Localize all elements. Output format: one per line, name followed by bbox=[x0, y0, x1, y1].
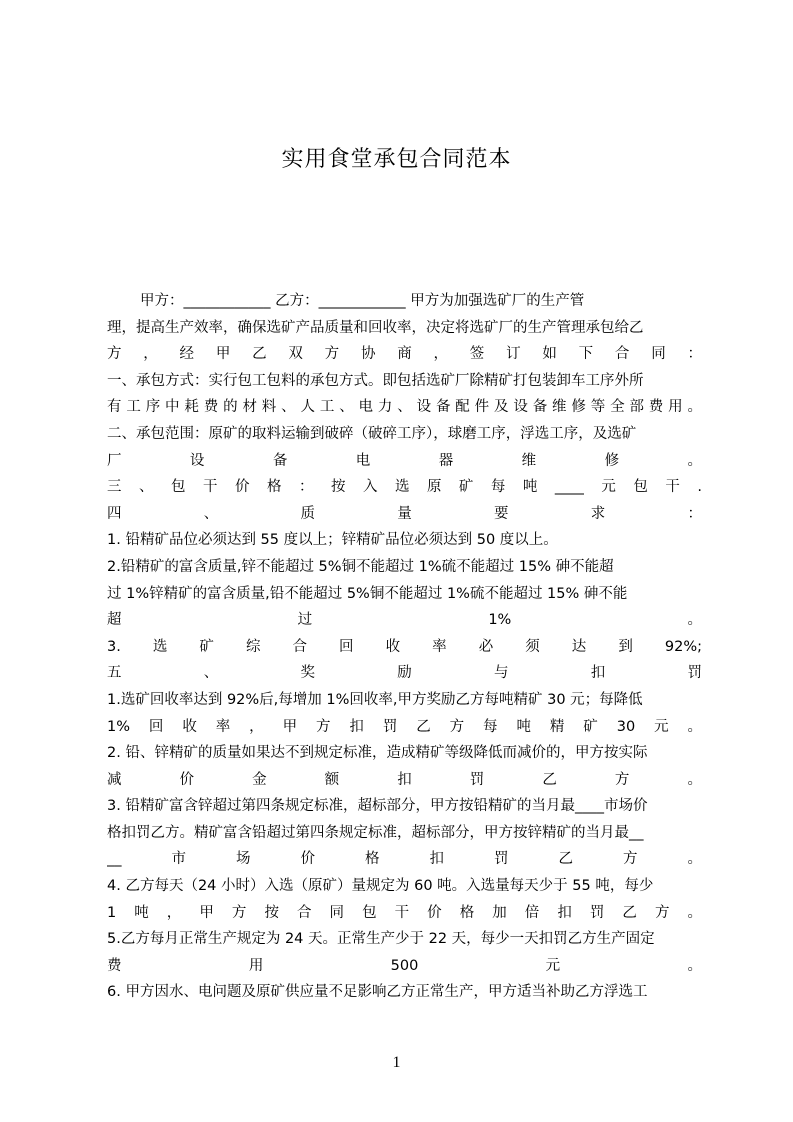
paragraph-line: 1吨，甲方按合同包干价格加倍扣罚乙方。 bbox=[107, 904, 702, 921]
paragraph-line: 超过1%。 bbox=[107, 612, 702, 629]
paragraph-line: 1%回收率，甲方扣罚乙方每吨精矿30元。 bbox=[107, 718, 702, 735]
page-number: 1 bbox=[392, 1054, 401, 1071]
paragraph-line: 1. 铅精矿品位必须达到 55 度以上；锌精矿品位必须达到 50 度以上。 bbox=[107, 532, 558, 549]
paragraph-line: 二、承包范围：原矿的取料运输到破碎（破碎工序），球磨工序，浮选工序，及选矿 bbox=[107, 425, 637, 442]
paragraph-line: 费用500元。 bbox=[107, 957, 702, 974]
paragraph-line: 有工序中耗费的材料、人工、电力、设备配件及设备维修等全部费用。 bbox=[107, 399, 702, 416]
paragraph-line: 甲方：____________ 乙方：____________ 甲方为加强选矿厂的生产管 bbox=[140, 293, 585, 309]
paragraph-line: 一、承包方式：实行包工包料的承包方式。即包括选矿厂除精矿打包装卸车工序外所 bbox=[107, 372, 644, 389]
paragraph-line: 厂设备电器维修。 bbox=[107, 452, 702, 469]
paragraph-line: 2.铅精矿的富含质量,锌不能超过 5%铜不能超过 1%硫不能超过 15% 砷不能超 bbox=[107, 558, 614, 575]
paragraph-line: 三、包干价格：按入选原矿每吨____元包干. bbox=[107, 479, 702, 496]
paragraph-line: 5.乙方每月正常生产规定为 24 天。正常生产少于 22 天，每少一天扣罚乙方生产固定 bbox=[107, 931, 655, 948]
paragraph-line: 过 1%锌精矿的富含质量,铅不能超过 5%铜不能超过 1%硫不能超过 15% 砷不能 bbox=[107, 585, 628, 602]
paragraph-line: 四、质量要求： bbox=[107, 505, 702, 522]
paragraph-line: 3.选矿综合回收率必须达到92%; bbox=[107, 638, 702, 655]
contract-body bbox=[107, 288, 702, 1006]
paragraph-line: 方，经甲乙双方协商，签订如下合同： bbox=[107, 346, 702, 363]
paragraph-line: 2. 铅、锌精矿的质量如果达不到规定标准，造成精矿等级降低而减价的，甲方按实际 bbox=[107, 745, 648, 762]
paragraph-line: 4. 乙方每天（24 小时）入选（原矿）量规定为 60 吨。入选量每天少于 55 吨，每少 bbox=[107, 878, 654, 895]
paragraph-line: 6. 甲方因水、电问题及原矿供应量不足影响乙方正常生产，甲方适当补助乙方浮选工 bbox=[107, 984, 648, 1001]
paragraph-line: 格扣罚乙方。精矿富含铅超过第四条规定标准，超标部分，甲方按锌精矿的当月最__ bbox=[107, 824, 644, 841]
paragraph-line: 五、奖励与扣罚 bbox=[107, 665, 702, 682]
document-title: 实用食堂承包合同范本 bbox=[281, 147, 512, 172]
paragraph-line: 理，提高生产效率，确保选矿产品质量和回收率，决定将选矿厂的生产管理承包给乙 bbox=[107, 319, 644, 336]
paragraph-line: __市场价格扣罚乙方。 bbox=[107, 851, 702, 868]
paragraph-line: 1.选矿回收率达到 92%后,每增加 1%回收率,甲方奖励乙方每吨精矿 30 元；每降低 bbox=[107, 691, 643, 708]
paragraph-line: 减价金额扣罚乙方。 bbox=[107, 771, 702, 788]
paragraph-line: 3. 铅精矿富含锌超过第四条规定标准，超标部分，甲方按铅精矿的当月最____市场价 bbox=[107, 798, 648, 815]
